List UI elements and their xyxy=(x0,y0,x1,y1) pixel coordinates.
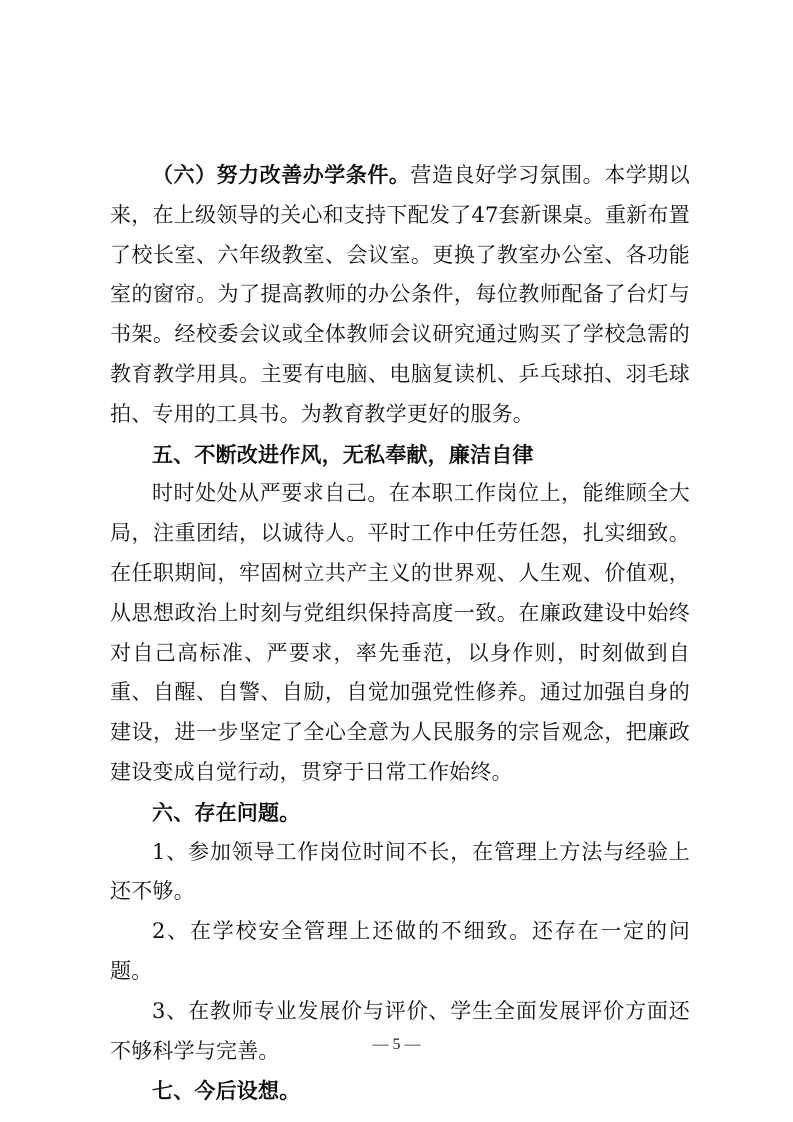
document-body xyxy=(110,155,690,1111)
paragraph-self-discipline: 时时处处从严要求自己。在本职工作岗位上，能维顾全大局，注重团结，以诚待人。平时工作中任劳任怨，扎实细致。在任职期间，牢固树立共产主义的世界观、人生观、价值观，从思想政治上时刻与党组织保持高度一致。在廉政建设中始终对自己高标准、严要求，率先垂范，以身作则，时刻做到自重、自醒、自警、自励，自觉加强党性修养。通过加强自身的建设，进一步坚定了全心全意为人民服务的宗旨观念，把廉政建设变成自觉行动，贯穿于日常工作始终。 xyxy=(110,481,690,784)
section-heading-seven: 七、今后设想。 xyxy=(152,1078,301,1104)
problem-item-3: 3、在教师专业发展价与评价、学生全面发展评价方面还不够科学与完善。 xyxy=(110,998,690,1063)
paragraph-lead: （六）努力改善办学条件。 xyxy=(152,162,411,187)
section-heading-six: 六、存在问题。 xyxy=(152,799,301,825)
page-number: — 5 — xyxy=(372,1036,421,1053)
section-heading-five: 五、不断改进作风，无私奉献，廉洁自律 xyxy=(152,441,534,467)
paragraph-improve-conditions xyxy=(110,155,690,435)
problem-item-2: 2、在学校安全管理上还做的不细致。还存在一定的问题。 xyxy=(110,919,690,983)
paragraph-text: 营造良好学习氛围。本学期以来，在上级领导的关心和支持下配发了47套新课桌。重新布置了校长室、六年级教室、会议室。更换了教室办公室、各功能室的窗帘。为了提高教师的办公条件，每位教师配备了台灯与书架。经校委会议或全体教师会议研究通过购买了学校急需的教育教学用具。主要有电脑、电脑复读机、乒乓球拍、羽毛球拍、专用的工具书。为教育教学更好的服务。 xyxy=(110,163,690,426)
problem-item-1: 1、参加领导工作岗位时间不长，在管理上方法与经验上还不够。 xyxy=(110,839,690,904)
